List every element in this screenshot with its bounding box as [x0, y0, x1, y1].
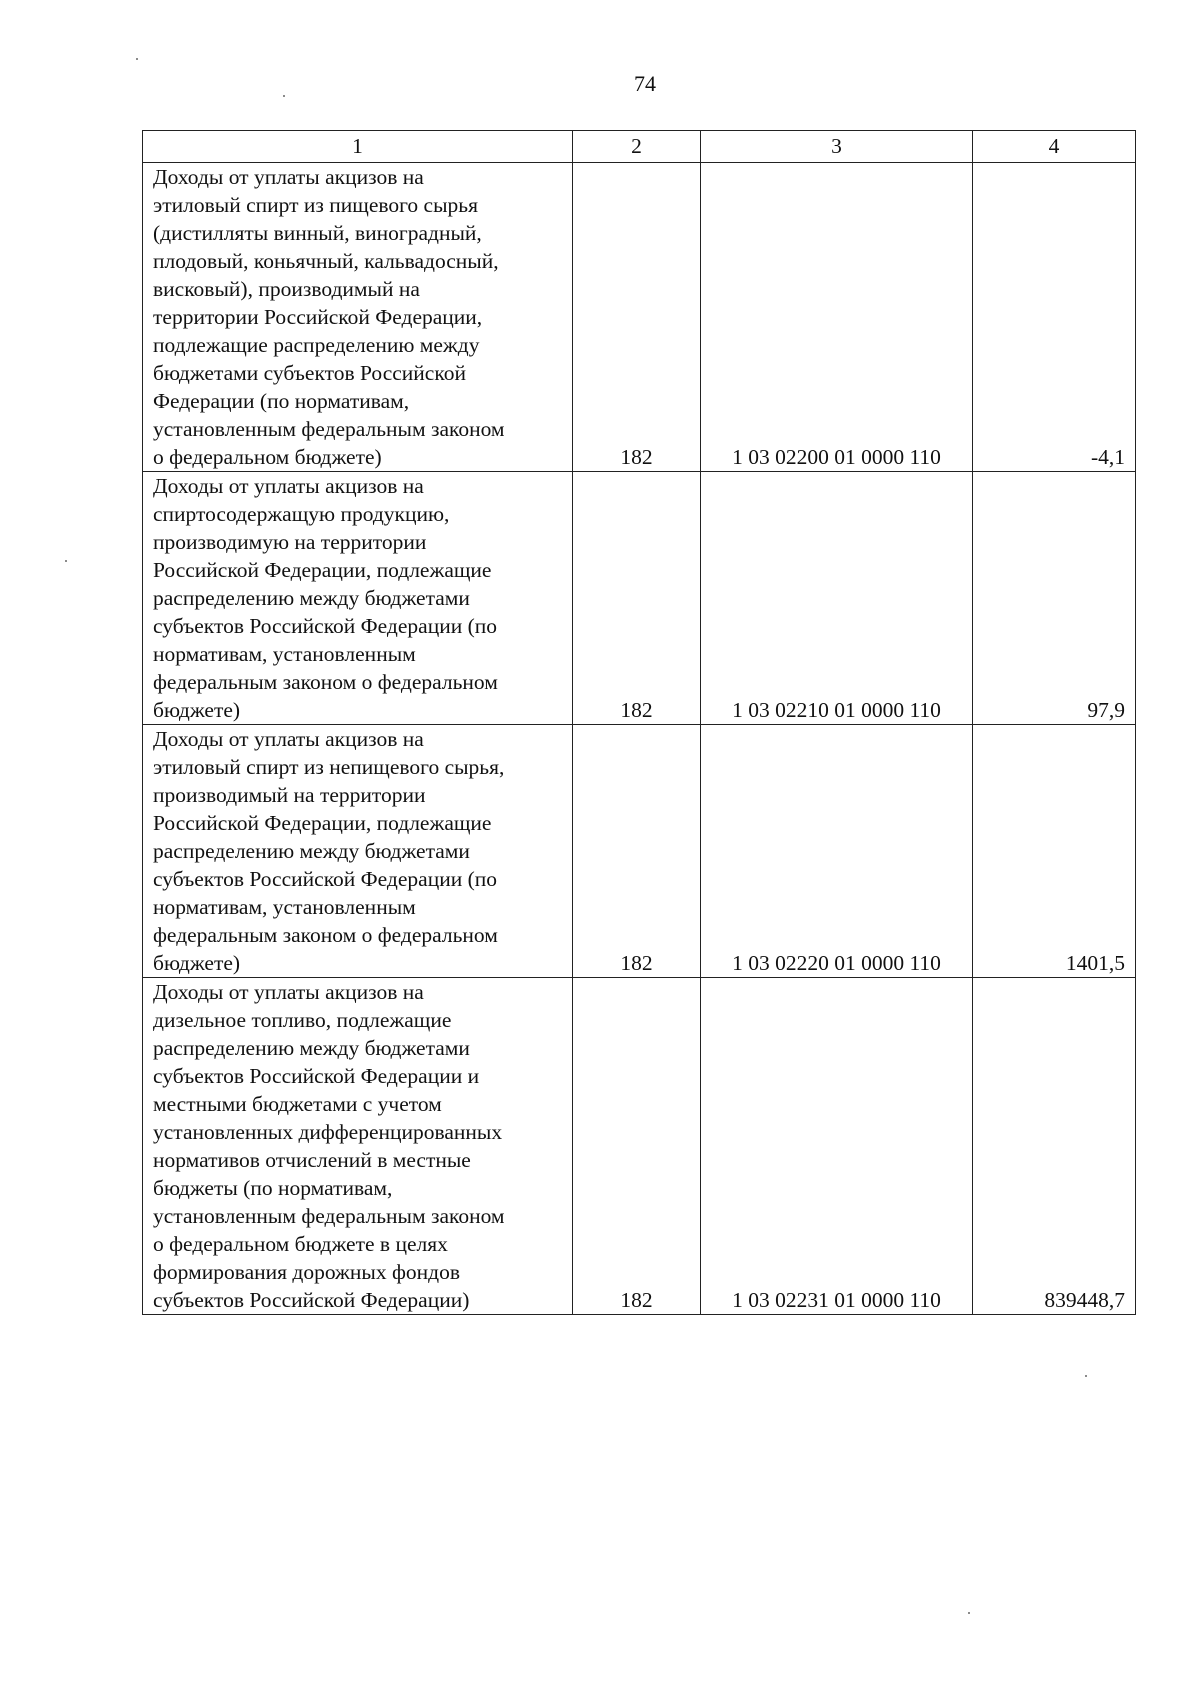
revenue-name-cell: Доходы от уплаты акцизов на спиртосодержащую продукцию, производимую на территории Российской Федерации, подлежащие распределению между бюджетами субъектов Российской Федерации (по нормативам, установленным федеральным законом о федеральном бюджете) — [143, 472, 573, 725]
scan-speck — [65, 560, 67, 562]
table-row — [143, 978, 1136, 1315]
amount-cell: -4,1 — [973, 163, 1136, 472]
header-col-1: 1 — [143, 131, 573, 163]
admin-code-cell: 182 — [573, 725, 701, 978]
revenue-table — [142, 130, 1136, 1315]
scan-speck — [283, 95, 285, 97]
table-row — [143, 725, 1136, 978]
scan-speck — [968, 1612, 970, 1614]
table-header-row — [143, 131, 1136, 163]
revenue-name-cell: Доходы от уплаты акцизов на дизельное топливо, подлежащие распределению между бюджетами субъектов Российской Федерации и местными бюджетами с учетом установленных дифференцированных нормативов отчислений в местные бюджеты (по нормативам, установленным федеральным законом о федеральном бюджете в целях формирования дорожных фондов субъектов Российской Федерации) — [143, 978, 573, 1315]
admin-code-cell: 182 — [573, 472, 701, 725]
header-col-4: 4 — [973, 131, 1136, 163]
amount-cell: 97,9 — [973, 472, 1136, 725]
page-number: 74 — [634, 71, 656, 96]
kbk-code-cell: 1 03 02210 01 0000 110 — [701, 472, 973, 725]
table-row — [143, 472, 1136, 725]
admin-code-cell: 182 — [573, 978, 701, 1315]
revenue-name-cell: Доходы от уплаты акцизов на этиловый спирт из пищевого сырья (дистилляты винный, виноградный, плодовый, коньячный, кальвадосный, висковый), производимый на территории Российской Федерации, подлежащие распределению между бюджетами субъектов Российской Федерации (по нормативам, установленным федеральным законом о федеральном бюджете) — [143, 163, 573, 472]
kbk-code-cell: 1 03 02200 01 0000 110 — [701, 163, 973, 472]
kbk-code-cell: 1 03 02220 01 0000 110 — [701, 725, 973, 978]
amount-cell: 839448,7 — [973, 978, 1136, 1315]
scan-speck — [136, 58, 138, 60]
kbk-code-cell: 1 03 02231 01 0000 110 — [701, 978, 973, 1315]
scan-speck — [1085, 1375, 1087, 1377]
revenue-name-cell: Доходы от уплаты акцизов на этиловый спирт из непищевого сырья, производимый на территории Российской Федерации, подлежащие распределению между бюджетами субъектов Российской Федерации (по нормативам, установленным федеральным законом о федеральном бюджете) — [143, 725, 573, 978]
table-row — [143, 163, 1136, 472]
header-col-3: 3 — [701, 131, 973, 163]
amount-cell: 1401,5 — [973, 725, 1136, 978]
admin-code-cell: 182 — [573, 163, 701, 472]
header-col-2: 2 — [573, 131, 701, 163]
